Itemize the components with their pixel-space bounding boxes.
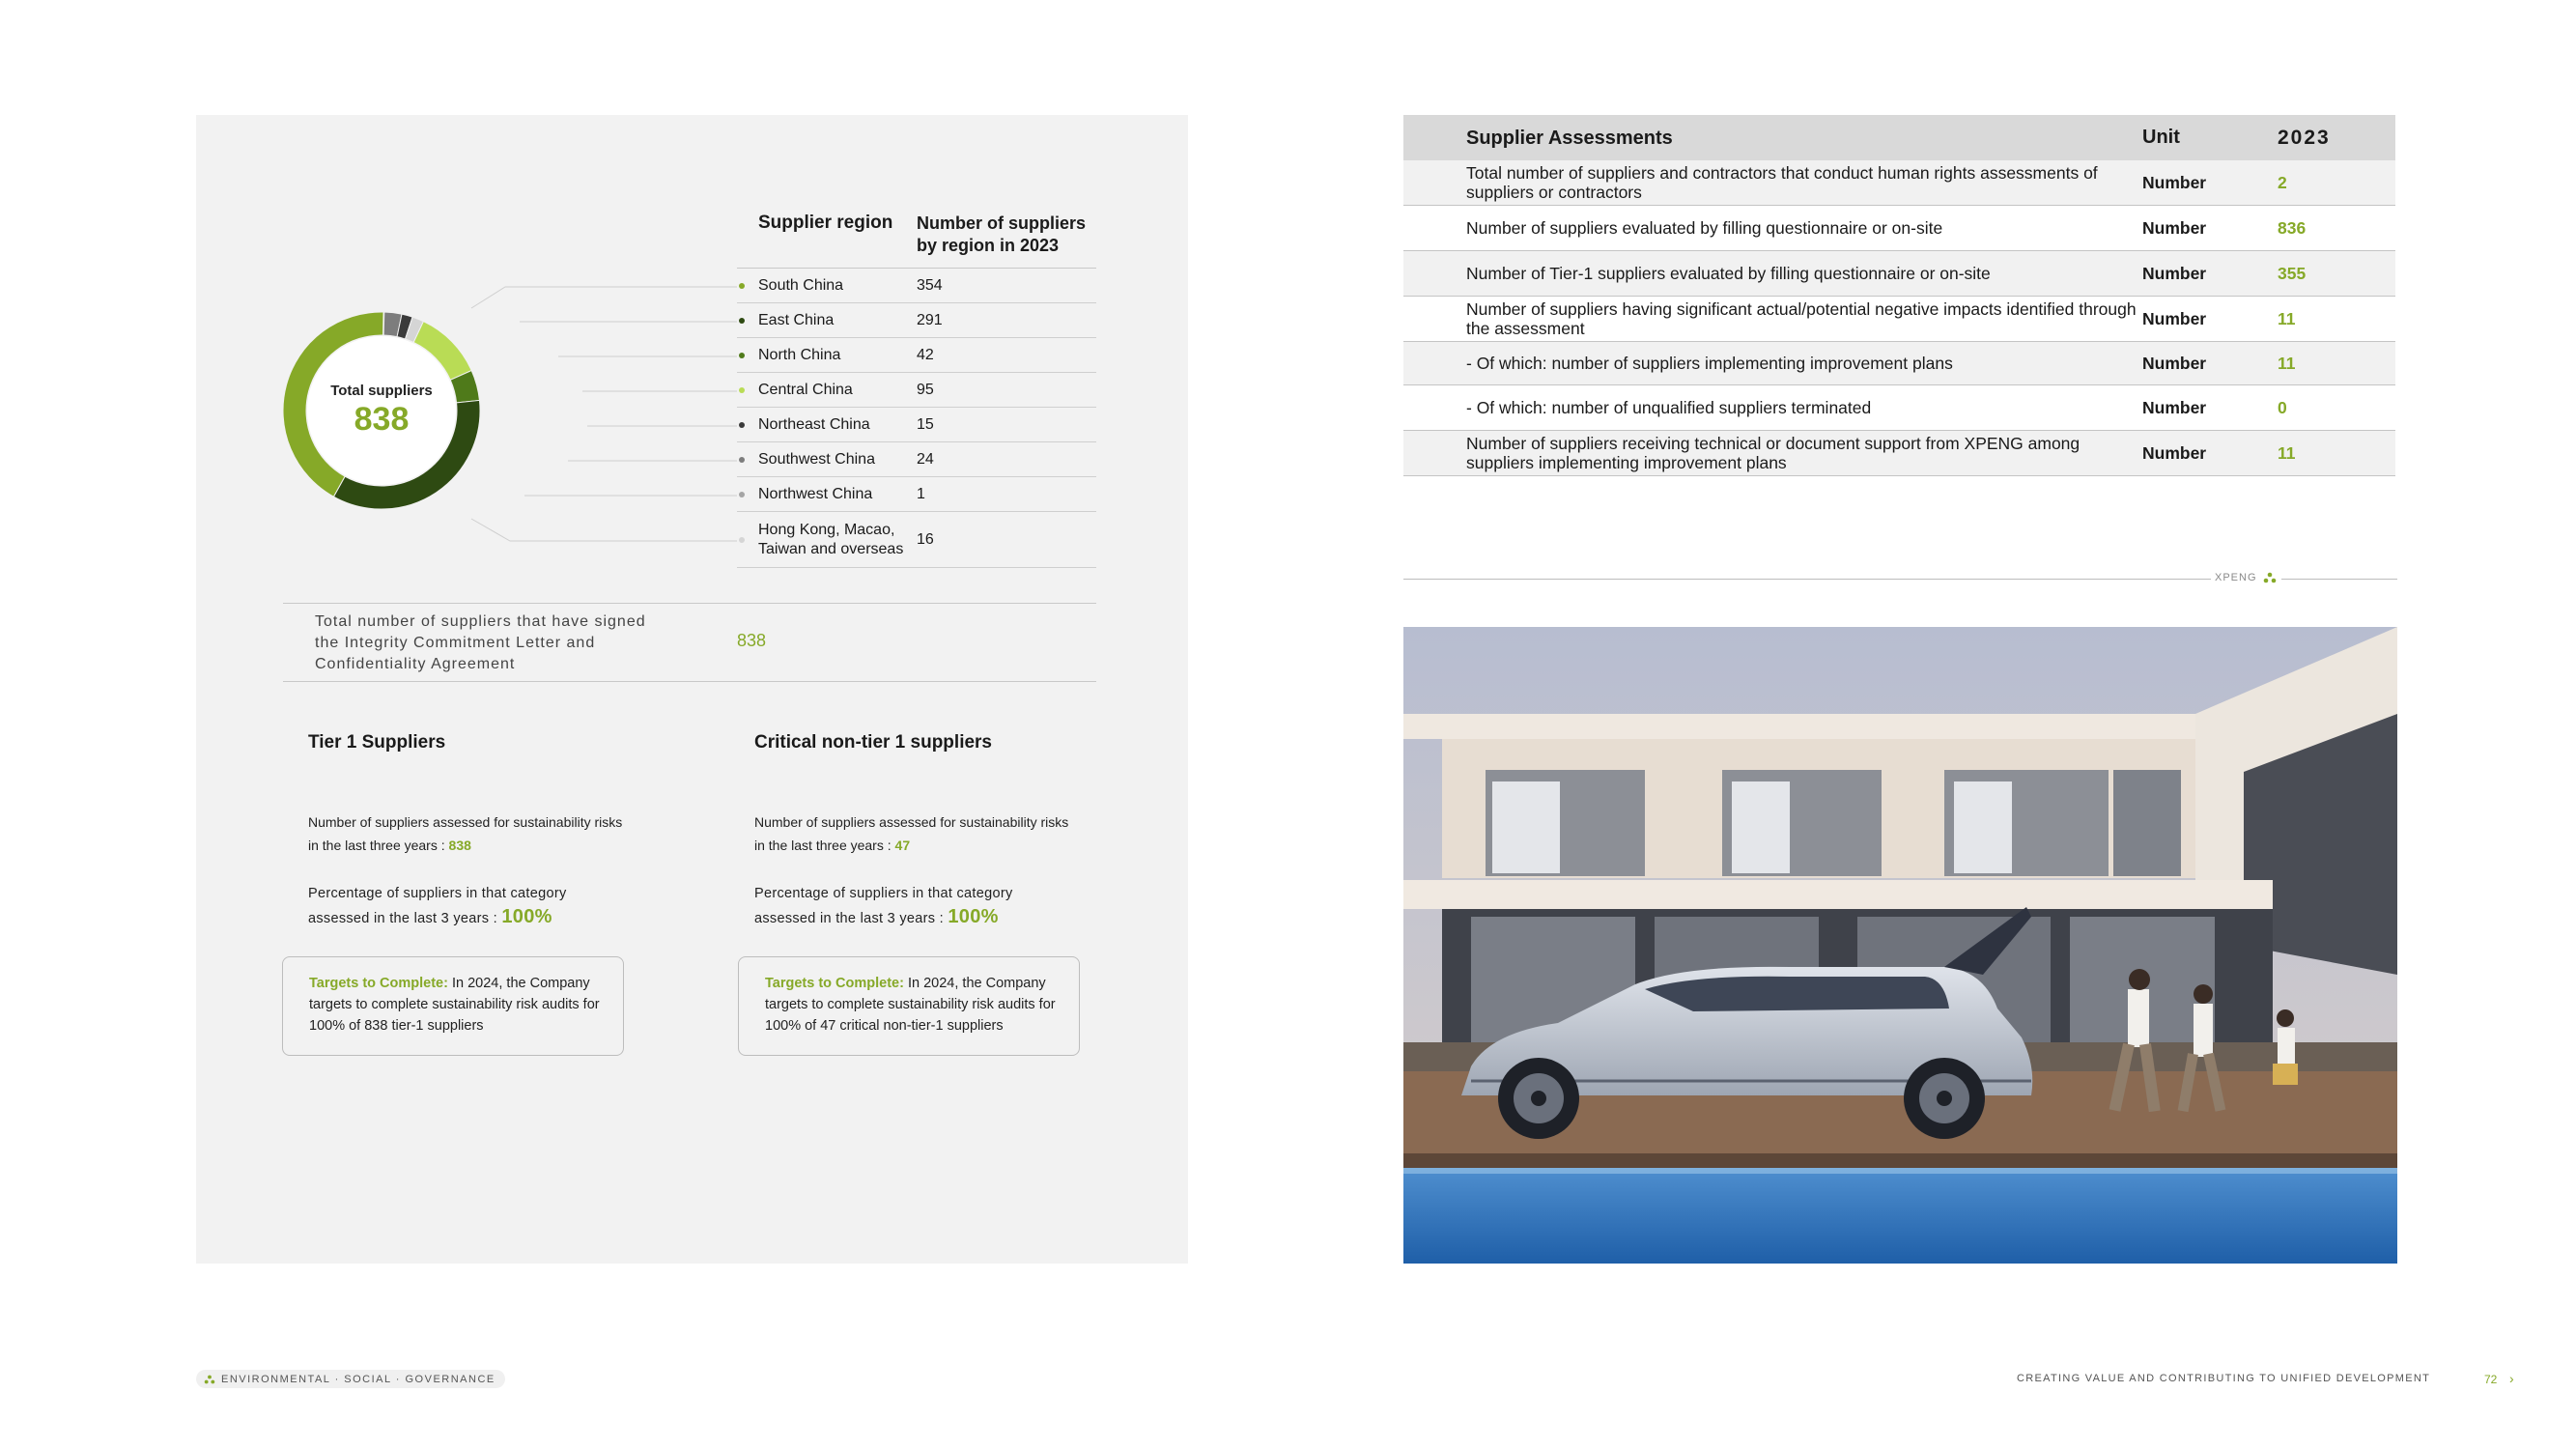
assessment-label: Number of suppliers evaluated by filling questionnaire or on-site [1466, 218, 1943, 238]
legend-dot-icon [739, 537, 745, 543]
region-name: South China [758, 276, 844, 294]
tier1-assessed-label: Number of suppliers assessed for sustainability risks in the last three years : [308, 814, 623, 853]
critical-percentage-label: Percentage of suppliers in that category assessed in the last 3 years : [754, 886, 1013, 926]
assessment-label: - Of which: number of unqualified suppliers terminated [1466, 398, 1872, 417]
page-number: 72 [2484, 1373, 2498, 1386]
table-row [737, 477, 1096, 512]
tier1-percentage-text [308, 882, 627, 930]
region-name: Hong Kong, Macao, Taiwan and overseas [758, 521, 904, 557]
donut-center [279, 308, 484, 513]
assessment-label: Number of suppliers having significant actual/potential negative impacts identified through the assessment [1466, 299, 2137, 338]
assessment-unit: Number [2142, 263, 2207, 283]
brand-name: XPENG [2215, 572, 2257, 583]
table-row [1403, 297, 2395, 342]
critical-assessed-label: Number of suppliers assessed for sustainability risks in the last three years : [754, 814, 1069, 853]
header-supplier-count: Number of suppliers by region in 2023 [917, 213, 1087, 255]
header-supplier-region: Supplier region [758, 213, 893, 233]
tier1-title: Tier 1 Suppliers [308, 732, 446, 753]
critical-title: Critical non-tier 1 suppliers [754, 732, 992, 753]
region-name: Northeast China [758, 415, 870, 433]
table-row [737, 303, 1096, 338]
assessment-unit: Number [2142, 442, 2207, 463]
table-row [737, 408, 1096, 442]
chevron-right-icon[interactable]: › [2509, 1371, 2514, 1386]
assessment-unit: Number [2142, 308, 2207, 328]
assessment-value: 0 [2278, 397, 2287, 417]
assessment-value: 836 [2278, 217, 2307, 238]
tier1-assessed-value: 838 [448, 838, 471, 853]
table-row [1403, 342, 2395, 385]
region-count: 15 [917, 415, 934, 433]
critical-percentage-value: 100% [948, 906, 999, 927]
car-house-photo [1403, 627, 2397, 1264]
assessment-unit: Number [2142, 397, 2207, 417]
legend-dot-icon [739, 387, 745, 393]
table-row [737, 512, 1096, 568]
assessment-unit: Number [2142, 217, 2207, 238]
tier1-percentage-label: Percentage of suppliers in that category assessed in the last 3 years : [308, 886, 567, 926]
critical-target-text: In 2024, the Company targets to complete sustainability risk audits for 100% of 47 critical non-tier-1 suppliers [765, 976, 1056, 1034]
assessment-label: - Of which: number of suppliers implementing improvement plans [1466, 354, 1953, 373]
table-row [1403, 251, 2395, 297]
region-name: Central China [758, 381, 853, 398]
assessment-value: 2 [2278, 172, 2287, 192]
legend-dot-icon [739, 457, 745, 463]
table-row [1403, 160, 2395, 206]
integrity-agreement-value: 838 [737, 631, 767, 650]
region-name: Southwest China [758, 450, 875, 468]
critical-target-label: Targets to Complete: [765, 976, 904, 991]
donut-total-value: 838 [354, 401, 410, 438]
section-divider [1403, 579, 2211, 580]
table-row [737, 338, 1096, 373]
assessment-value: 11 [2278, 353, 2296, 373]
brand-mark [2215, 572, 2277, 583]
assessment-label: Total number of suppliers and contractors that conduct human rights assessments of suppliers or contractors [1466, 163, 2098, 202]
assessment-unit: Number [2142, 172, 2207, 192]
tier1-assessed-text [308, 810, 627, 857]
header-unit: Unit [2142, 127, 2180, 148]
assessment-value: 11 [2278, 308, 2296, 328]
supplier-region-table [737, 207, 1096, 568]
region-count: 24 [917, 450, 934, 468]
region-count: 42 [917, 346, 934, 363]
integrity-agreement-label: Total number of suppliers that have signed the Integrity Commitment Letter and Confidentiality Agreement [315, 613, 646, 672]
header-supplier-assessments: Supplier Assessments [1466, 127, 1673, 149]
legend-dot-icon [739, 422, 745, 428]
region-count: 16 [917, 530, 934, 548]
table-row [737, 373, 1096, 408]
critical-assessed-value: 47 [894, 838, 911, 853]
assessment-unit: Number [2142, 353, 2207, 373]
tier1-target-label: Targets to Complete: [309, 976, 448, 991]
section-divider [2281, 579, 2397, 580]
footer-section-tag [196, 1370, 505, 1388]
supplier-overview-panel [196, 115, 1188, 1264]
header-year: 2023 [2278, 126, 2331, 149]
table-row [1403, 431, 2395, 476]
tier1-target-box [282, 956, 624, 1056]
critical-assessed-text [754, 810, 1073, 857]
region-name: East China [758, 311, 835, 328]
legend-dot-icon [739, 283, 745, 289]
assessment-value: 355 [2278, 263, 2307, 283]
region-name: North China [758, 346, 841, 363]
region-count: 354 [917, 276, 943, 294]
region-table-header [737, 207, 1096, 269]
assessment-label: Number of Tier-1 suppliers evaluated by filling questionnaire or on-site [1466, 264, 1991, 283]
table-row [737, 442, 1096, 477]
donut-label: Total suppliers [330, 383, 433, 399]
critical-percentage-text [754, 882, 1073, 930]
assessment-label: Number of suppliers receiving technical or document support from XPENG among suppliers implementing improvement plans [1466, 434, 2081, 472]
legend-dot-icon [739, 318, 745, 324]
footer-left-text: ENVIRONMENTAL · SOCIAL · GOVERNANCE [221, 1373, 495, 1385]
table-row [1403, 206, 2395, 251]
table-row [1403, 385, 2395, 431]
region-count: 95 [917, 381, 934, 398]
table-row [737, 269, 1096, 303]
critical-target-box [738, 956, 1080, 1056]
legend-dot-icon [739, 492, 745, 497]
legend-dot-icon [739, 353, 745, 358]
footer-right-text: CREATING VALUE AND CONTRIBUTING TO UNIFIED DEVELOPMENT [2017, 1373, 2431, 1384]
assessment-value: 11 [2278, 442, 2296, 463]
integrity-agreement-row [283, 603, 1096, 682]
xpeng-logo-icon [2263, 572, 2277, 583]
assessments-table-header [1403, 115, 2395, 160]
region-count: 1 [917, 485, 925, 502]
region-name: Northwest China [758, 485, 873, 502]
tier1-target-text: In 2024, the Company targets to complete sustainability risk audits for 100% of 838 tier-1 suppliers [309, 976, 600, 1034]
xpeng-logo-icon [204, 1375, 215, 1384]
region-count: 291 [917, 311, 943, 328]
supplier-assessments-table [1403, 115, 2395, 476]
tier1-percentage-value: 100% [501, 906, 552, 927]
